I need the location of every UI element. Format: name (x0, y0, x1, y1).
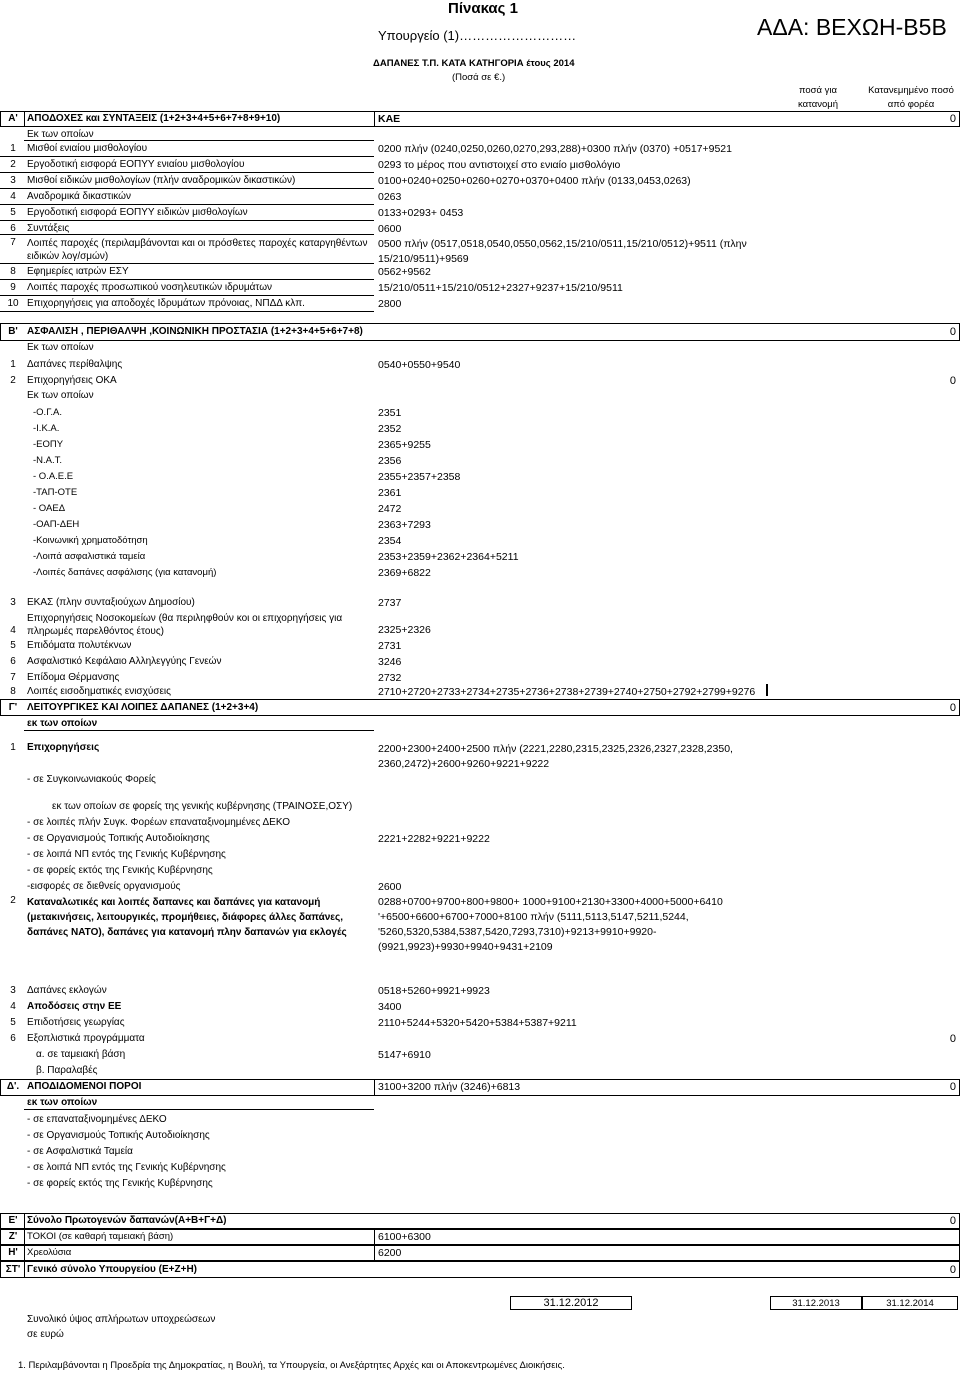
row-code: 0500 πλήν (0517,0518,0540,0550,0562,15/210/0511,15/210/0512)+9511 (πλην 15/210/9511)+9569 (378, 238, 747, 265)
row-code: 0600 (378, 223, 402, 235)
row-code: 3246 (378, 656, 402, 668)
divider (24, 111, 25, 127)
row-code: 0293 το μέρος που αντιστοιχεί στο ενιαίο μισθολόγιο (378, 159, 621, 171)
row-description: Αναδρομικά δικαστικών (27, 191, 131, 202)
row-number: 2 (10, 159, 16, 170)
row-code: 0200 πλήν (0240,0250,0260,0270,293,288)+0300 πλήν (0370) +0517+9521 (378, 143, 732, 155)
row-description: Εργοδοτική εισφορά ΕΟΠΥΥ ενιαίου μισθολογίου (27, 159, 245, 170)
table-title: Πίνακας 1 (448, 0, 518, 17)
row-code: 2732 (378, 672, 402, 684)
row-number: 7 (10, 237, 16, 248)
row-description: Μισθοί ενιαίου μισθολογίου (27, 143, 148, 154)
section-title: ΑΠΟΔΟΧΕΣ και ΣΥΝΤΑΞΕΙΣ (1+2+3+4+5+6+7+8+9+10) (27, 113, 281, 124)
fund-name: -Λοιπές δαπάνες ασφάλισης (για κατανομή) (33, 567, 217, 578)
row-number: 7 (10, 672, 16, 683)
row-description: Συντάξεις (27, 223, 70, 234)
row-description: Επιχορηγήσεις Νοσοκομείων (θα περιληφθούν κοι οι επιχορηγήσεις για πληρωμές παρελθόντος έτους) (27, 613, 343, 637)
fund-code: 2365+9255 (378, 439, 431, 451)
row-description: Λοιπές παροχές (περιλαμβάνονται και οι πρόσθετες παροχές καταργηθέντων ειδικών λογ/σμών) (27, 238, 368, 262)
fund-code: 2472 (378, 503, 402, 515)
row-number: 6 (10, 223, 16, 234)
amount-note: (Ποσά σε €.) (452, 72, 506, 83)
row-code: 2731 (378, 640, 402, 652)
col-allocated-header: Κατανεμημένο ποσό από φορέα (868, 85, 954, 110)
row-description: Επίδομα Θέρμανσης (27, 672, 120, 683)
fund-code: 2369+6822 (378, 567, 431, 579)
row-code: 0562+9562 (378, 266, 431, 278)
row-description: Λοιπές εισοδηματικές ενισχύσεις (27, 686, 171, 697)
row-code: 2325+2326 (378, 624, 431, 636)
fund-code: 2361 (378, 487, 402, 499)
fund-code: 2353+2359+2362+2364+5211 (378, 551, 519, 563)
fund-name: - ΟΑΕΔ (33, 503, 66, 514)
fund-name: - Ο.Α.Ε.Ε (33, 471, 74, 482)
row-description: Εργοδοτική εισφορά ΕΟΠΥΥ ειδικών μισθολογίων (27, 207, 248, 218)
row-number: 5 (10, 640, 16, 651)
row-code: 0263 (378, 191, 402, 203)
fund-code: 2355+2357+2358 (378, 471, 461, 483)
ministry-label: Υπουργείο (1)……………………… (378, 28, 577, 43)
subtitle: ΔΑΠΑΝΕΣ Τ.Π. ΚΑΤΑ ΚΑΤΗΓΟΡΙΑ έτους 2014 (373, 58, 575, 69)
divider (374, 111, 375, 127)
fund-name: -ΟΑΠ-ΔΕΗ (33, 519, 80, 530)
row-number: 1 (10, 143, 16, 154)
section-letter: Α' (8, 113, 18, 124)
section-value: 0 (949, 113, 956, 125)
row-number: 8 (10, 686, 16, 697)
row-code: 0133+0293+ 0453 (378, 207, 464, 219)
arrears-date-2013: 31.12.2013 (770, 1296, 862, 1310)
row-number: 4 (10, 625, 16, 636)
row-number: 8 (10, 266, 16, 277)
row-number: 3 (10, 597, 16, 608)
fund-code: 2351 (378, 407, 402, 419)
fund-code: 2363+7293 (378, 519, 431, 531)
row-number: 6 (10, 656, 16, 667)
row-number: 10 (7, 298, 19, 309)
row-code: 0100+0240+0250+0260+0270+0370+0400 πλήν (0133,0453,0263) (378, 175, 691, 187)
sub-item: - σε φορείς εκτός της Γενικής Κυβέρνησης (27, 1178, 213, 1189)
row-number: 3 (10, 175, 16, 186)
arrears-date-2014: 31.12.2014 (862, 1296, 958, 1310)
row-number: 9 (10, 282, 16, 293)
row-code: 15/210/0511+15/210/0512+2327+9237+15/210/9511 (378, 282, 623, 294)
row-number: 5 (10, 207, 16, 218)
fund-name: -Λοιπά ασφαλιστικά ταμεία (33, 551, 146, 562)
fund-name: -Κοινωνική χρηματοδότηση (33, 535, 148, 546)
fund-code: 2354 (378, 535, 402, 547)
fund-code: 2352 (378, 423, 402, 435)
sub-item: - σε επαναταξινομημένες ΔΕΚΟ (27, 1114, 167, 1125)
row-description: Ασφαλιστικό Κεφάλαιο Αλληλεγγύης Γενεών (27, 656, 222, 667)
row-description: Εφημερίες ιατρών ΕΣΥ (27, 266, 129, 277)
row-code: 2737 (378, 597, 402, 609)
ada-code: ΑΔΑ: ΒΕΧΩΗ-Β5Β (757, 14, 947, 40)
row-description: ΕΚΑΣ (πλην συνταξιούχων Δημοσίου) (27, 597, 195, 608)
sub-item: - σε Ασφαλιστικά Ταμεία (27, 1146, 133, 1157)
fund-name: -ΕΟΠΥ (33, 439, 64, 450)
fund-name: -Ν.Α.Τ. (33, 455, 63, 466)
fund-code: 2356 (378, 455, 402, 467)
fund-name: -ΤΑΠ-ΟΤΕ (33, 487, 78, 498)
col-allocation-header: ποσά για κατανομή (797, 85, 839, 110)
sub-item: - σε Οργανισμούς Τοπικής Αυτοδιοίκησης (27, 1130, 210, 1141)
sub-item: - σε λοιπά ΝΠ εντός της Γενικής Κυβέρνησης (27, 1162, 226, 1173)
arrears-date-2012: 31.12.2012 (510, 1296, 632, 1310)
row-code: 2710+2720+2733+2734+2735+2736+2738+2739+2740+2750+2792+2799+9276 (378, 686, 756, 698)
fund-name: -Ο.Γ.Α. (33, 407, 62, 418)
row-description: Μισθοί ειδικών μισθολογίων (πλήν αναδρομικών δικαστικών) (27, 175, 296, 186)
footnote: 1. Περιλαμβάνονται η Προεδρία της Δημοκρατίας, η Βουλή, τα Υπουργεία, οι Ανεξάρτητες Αρχές και οι Αποκεντρωμένες Διοικήσεις. (18, 1360, 565, 1371)
row-description: Λοιπές παροχές προσωπικού νοσηλευτικών ιδρυμάτων (27, 282, 272, 293)
fund-name: -Ι.Κ.Α. (33, 423, 60, 434)
row-code: 2800 (378, 298, 402, 310)
section-code: ΚΑΕ (378, 113, 401, 125)
row-number: 4 (10, 191, 16, 202)
row-description: Επιδόματα πολυτέκνων (27, 640, 132, 651)
row-description: Επιχορηγήσεις για αποδοχές Ιδρυμάτων πρόνοιας, ΝΠΔΔ κλπ. (27, 298, 305, 309)
